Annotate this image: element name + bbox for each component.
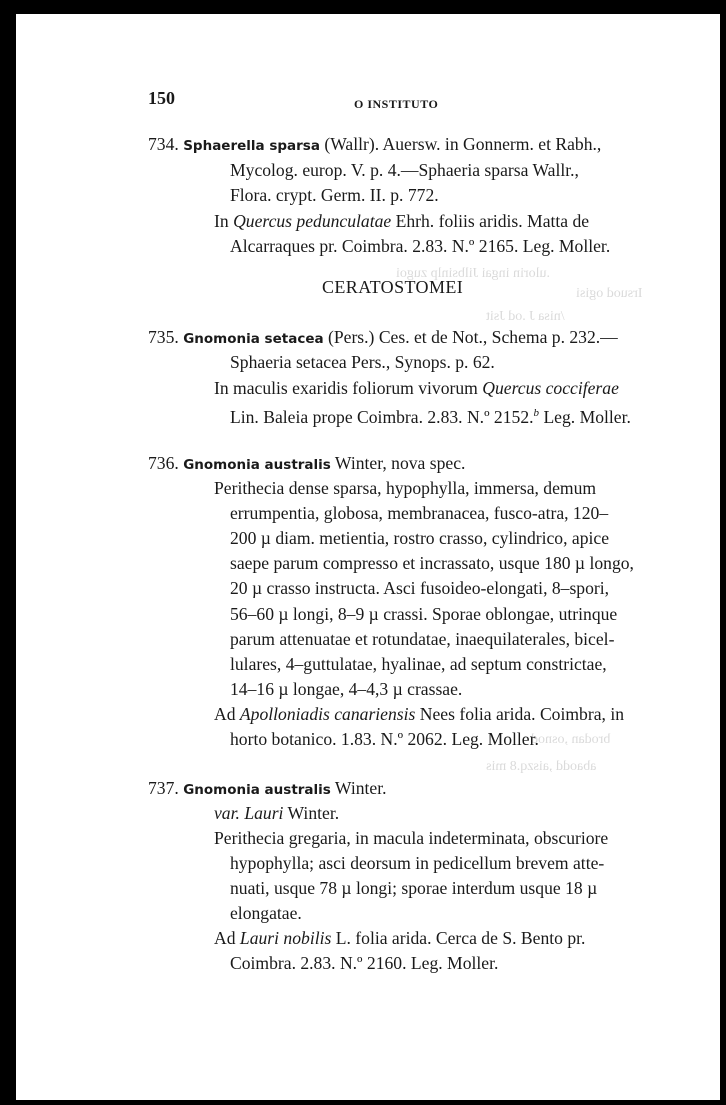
entry-heading bbox=[148, 132, 601, 158]
entry-citation: (Pers.) Ces. et de Not., Schema p. 232.— bbox=[328, 327, 618, 347]
book-page bbox=[16, 14, 720, 1100]
species-name: Gnomonia australis bbox=[183, 782, 331, 798]
entry-number: 735. bbox=[148, 327, 179, 347]
habitat-text: In Quercus pedunculatae Ehrh. foliis aridis. Matta de bbox=[214, 211, 590, 231]
entry-citation: Sphaeria setacea Pers., Synops. p. 62. bbox=[230, 352, 495, 372]
page-number: 150 bbox=[148, 88, 175, 108]
entry-number: 736. bbox=[148, 453, 179, 473]
description-line: errumpentia, globosa, membranacea, fusco-atra, 120– bbox=[230, 503, 609, 523]
description-line: 56–60 µ longi, 8–9 µ crassi. Sporae oblongae, utrinque bbox=[230, 604, 618, 624]
entry-citation: Winter. bbox=[334, 778, 387, 798]
habitat-text: Lin. Baleia prope Coimbra. 2.83. N.º 2152.$^b$ Leg. Moller. bbox=[230, 406, 631, 427]
description-line: Perithecia gregaria, in macula indeterminata, obscuriore bbox=[214, 828, 609, 848]
habitat-text: Alcarraques pr. Coimbra. 2.83. N.º 2165. Leg. Moller. bbox=[230, 236, 611, 256]
habitat-text: Coimbra. 2.83. N.º 2160. Leg. Moller. bbox=[230, 953, 499, 973]
host-name: Quercus pedunculatae bbox=[233, 211, 392, 231]
section-title: CERATOSTOMEI bbox=[322, 277, 464, 297]
entry-heading bbox=[148, 325, 618, 351]
entry-heading bbox=[148, 451, 465, 477]
description-line: lulares, 4–guttulatae, hyalinae, ad septum constrictae, bbox=[230, 654, 607, 674]
entry-heading bbox=[148, 776, 387, 802]
bleed-through-mark: .ulorin ingai Jilbsinlp zugoi bbox=[396, 266, 550, 281]
description-line: Perithecia dense sparsa, hypophylla, immersa, demum bbox=[214, 478, 597, 498]
description-line: nuati, usque 78 µ longi; sporae interdum usque 18 µ bbox=[230, 878, 598, 898]
entry-citation: (Wallr). Auersw. in Gonnerm. et Rabh., bbox=[324, 134, 602, 154]
species-name: Sphaerella sparsa bbox=[183, 138, 320, 154]
description-line: 14–16 µ longae, 4–4,3 µ crassae. bbox=[230, 679, 463, 699]
species-name: Gnomonia australis bbox=[183, 457, 331, 473]
description-line: 200 µ diam. metientia, rostro crasso, cylindrico, apice bbox=[230, 528, 610, 548]
host-name: Quercus cocciferae bbox=[482, 378, 619, 398]
bleed-through-mark: brodan ,osnod bbox=[531, 732, 611, 747]
variety-line: var. Lauri Winter. bbox=[214, 803, 340, 823]
variety-name: Lauri bbox=[244, 803, 284, 823]
bleed-through-mark: abaodd ,aiszq.8 mis bbox=[486, 759, 597, 774]
host-name: Apolloniadis canariensis bbox=[239, 704, 416, 724]
bleed-through-mark: Irsuod ogisi bbox=[576, 286, 643, 301]
description-line: saepe parum compresso et incrassato, usque 180 µ longo, bbox=[230, 553, 634, 573]
entry-citation: Flora. crypt. Germ. II. p. 772. bbox=[230, 185, 439, 205]
description-line: elongatae. bbox=[230, 903, 302, 923]
entry-number: 737. bbox=[148, 778, 179, 798]
entry-citation: Mycolog. europ. V. p. 4.—Sphaeria sparsa Wallr., bbox=[230, 160, 579, 180]
description-line: hypophylla; asci deorsum in pedicellum brevem atte- bbox=[230, 853, 605, 873]
entry-citation: Winter, nova spec. bbox=[334, 453, 466, 473]
host-name: Lauri nobilis bbox=[239, 928, 332, 948]
entry-number: 734. bbox=[148, 134, 179, 154]
running-head: O INSTITUTO bbox=[354, 97, 439, 111]
bleed-through-mark: /nisa J .od Jsit bbox=[486, 309, 565, 324]
description-line: 20 µ crasso instructa. Asci fusoideo-elongati, 8–spori, bbox=[230, 578, 610, 598]
species-name: Gnomonia setacea bbox=[183, 331, 324, 347]
habitat-text: horto botanico. 1.83. N.º 2062. Leg. Moller. bbox=[230, 729, 539, 749]
habitat-text: Ad Lauri nobilis L. folia arida. Cerca de S. Bento pr. bbox=[214, 928, 586, 948]
habitat-text: Ad Apolloniadis canariensis Nees folia arida. Coimbra, in bbox=[214, 704, 624, 724]
habitat-text: In maculis exaridis foliorum vivorum Quercus cocciferae bbox=[214, 378, 619, 398]
description-line: parum attenuatae et rotundatae, inaequilaterales, bicel- bbox=[230, 629, 615, 649]
